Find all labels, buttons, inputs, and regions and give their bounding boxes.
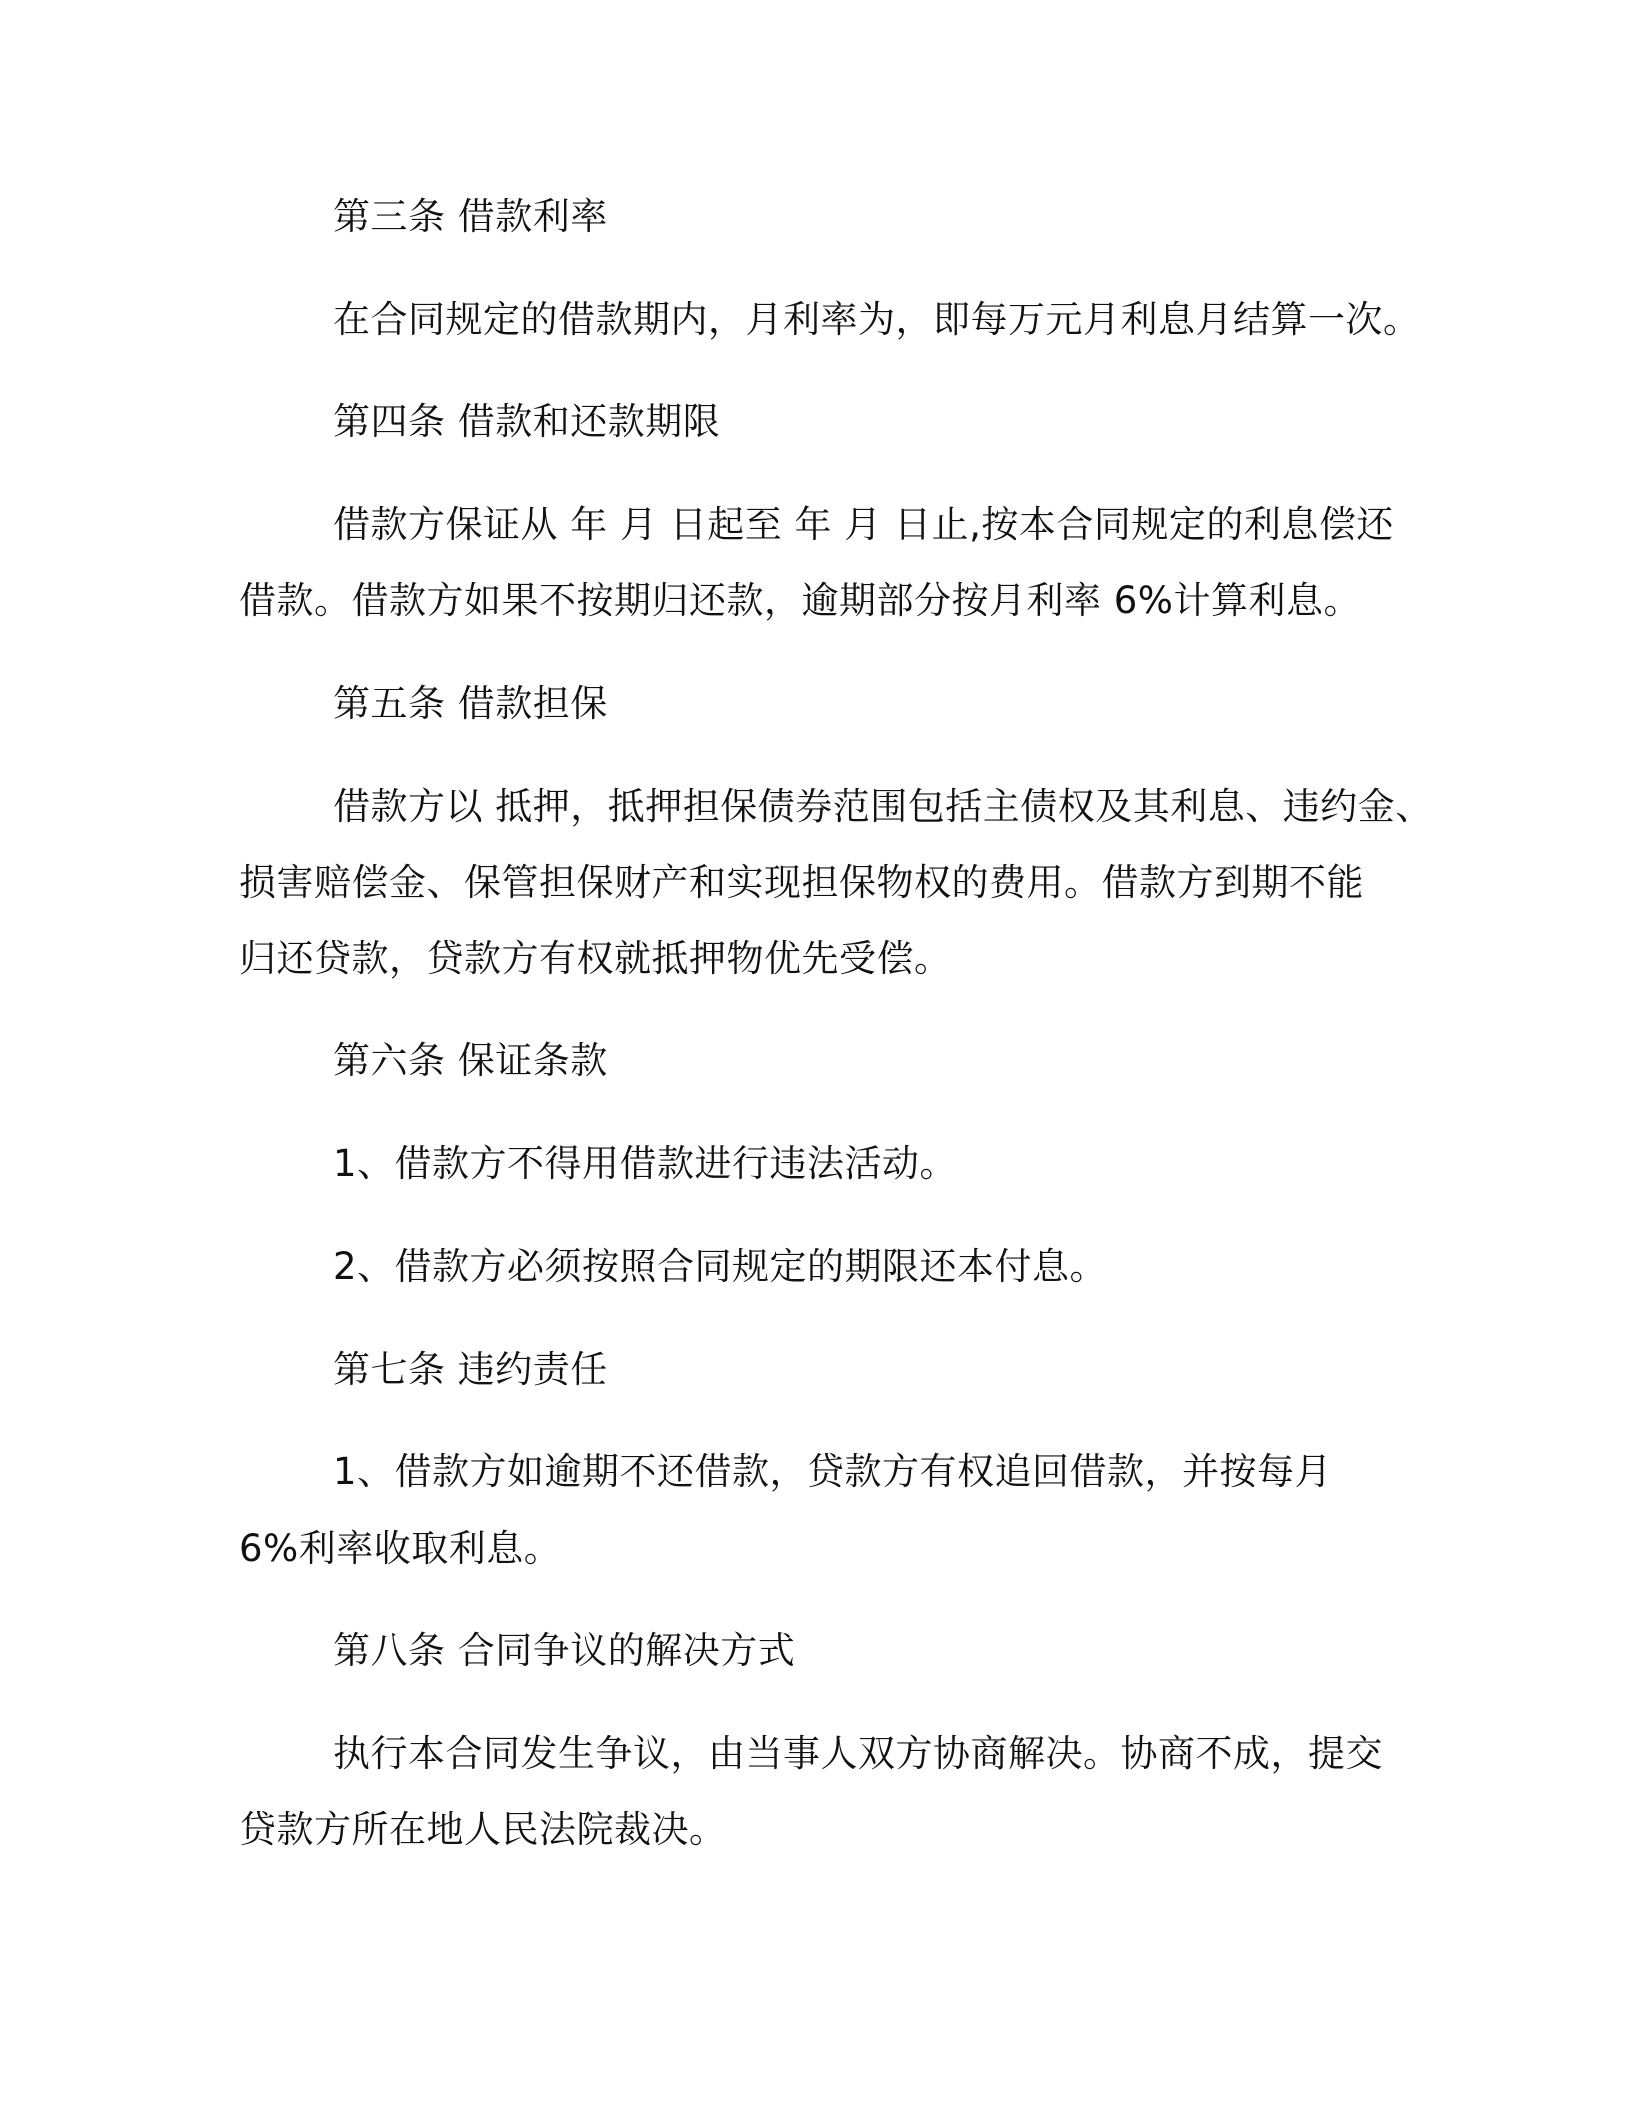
article-8-paragraph-line-1: 执行本合同发生争议，由当事人双方协商解决。协商不成，提交 [333, 1732, 1383, 1775]
article-6-heading: 第六条 保证条款 [333, 1039, 608, 1082]
article-7-item-1-line-2: 6%利率收取利息。 [239, 1527, 562, 1570]
article-5-heading: 第五条 借款担保 [333, 682, 608, 725]
article-4-heading: 第四条 借款和还款期限 [333, 400, 721, 443]
article-8-paragraph-line-2: 贷款方所在地人民法院裁决。 [239, 1808, 727, 1851]
article-5-paragraph-line-1: 借款方以 抵押，抵押担保债券范围包括主债权及其利息、违约金、 [333, 785, 1433, 828]
article-6-item-2: 2、借款方必须按照合同规定的期限还本付息。 [333, 1245, 1108, 1288]
article-3-heading: 第三条 借款利率 [333, 195, 608, 238]
article-8-heading: 第八条 合同争议的解决方式 [333, 1629, 796, 1672]
article-7-item-1-line-1: 1、借款方如逾期不还借款，贷款方有权追回借款，并按每月 [333, 1450, 1333, 1493]
article-7-heading: 第七条 违约责任 [333, 1348, 608, 1391]
article-5-paragraph-line-2: 损害赔偿金、保管担保财产和实现担保物权的费用。借款方到期不能 [239, 861, 1364, 904]
article-6-item-1: 1、借款方不得用借款进行违法活动。 [333, 1142, 958, 1185]
article-4-paragraph-line-2: 借款。借款方如果不按期归还款，逾期部分按月利率 6%计算利息。 [239, 579, 1361, 622]
article-3-paragraph: 在合同规定的借款期内，月利率为，即每万元月利息月结算一次。 [333, 298, 1421, 341]
article-4-paragraph-line-1: 借款方保证从 年 月 日起至 年 月 日止,按本合同规定的利息偿还 [333, 503, 1394, 546]
article-5-paragraph-line-3: 归还贷款，贷款方有权就抵押物优先受偿。 [239, 937, 952, 980]
